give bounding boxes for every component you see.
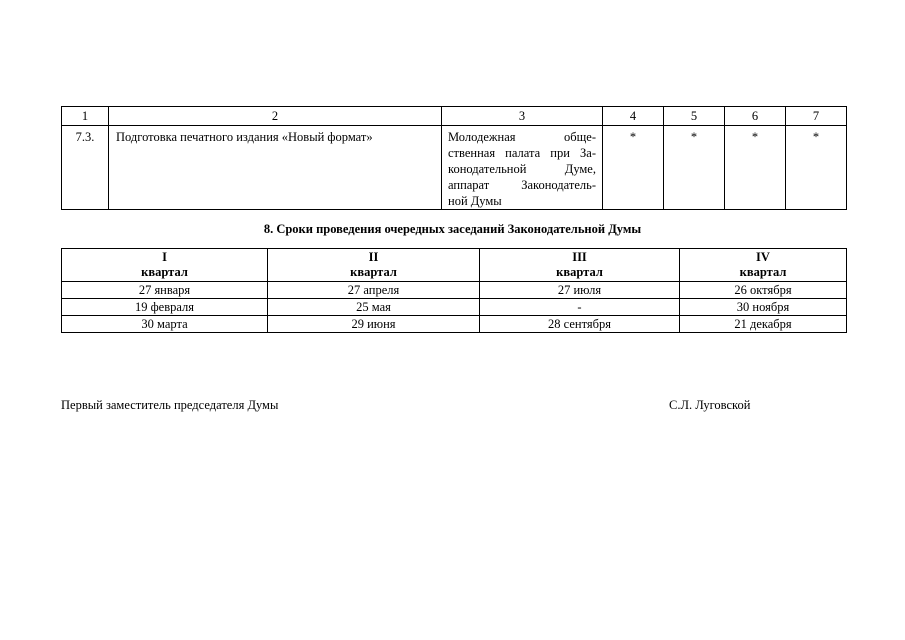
quarter-mark: * <box>664 126 725 210</box>
quarter-mark: * <box>725 126 786 210</box>
quarter-label: квартал <box>141 265 188 279</box>
session-date: 25 мая <box>268 299 480 316</box>
section-title: 8. Сроки проведения очередных заседаний Законодательной Думы <box>263 222 642 236</box>
table-row <box>62 299 847 316</box>
session-date: 27 января <box>62 282 268 299</box>
responsible-line: аппарат Законодатель- <box>448 178 596 192</box>
quarter-header-row <box>62 249 847 282</box>
quarter-label: квартал <box>739 265 787 279</box>
quarter-numeral: III <box>572 250 587 264</box>
session-date: 28 сентября <box>480 316 680 333</box>
quarter-label: квартал <box>556 265 603 279</box>
signatory-name: С.Л. Луговской <box>669 398 751 412</box>
signatory-title: Первый заместитель председателя Думы <box>61 398 279 412</box>
responsible-line: конодательной Думе, <box>448 162 596 176</box>
column-header: 5 <box>664 107 725 126</box>
column-header: 2 <box>109 107 442 126</box>
table-row <box>62 316 847 333</box>
column-header: 7 <box>786 107 847 126</box>
quarter-mark: * <box>603 126 664 210</box>
session-date: 30 ноября <box>680 299 847 316</box>
quarter-numeral: IV <box>756 250 770 264</box>
quarter-header <box>62 249 268 282</box>
plan-table-header-row <box>62 107 847 126</box>
column-header: 3 <box>442 107 603 126</box>
column-header: 4 <box>603 107 664 126</box>
sessions-table <box>61 248 847 333</box>
quarter-header <box>680 249 847 282</box>
session-date: - <box>480 299 680 316</box>
session-date: 29 июня <box>268 316 480 333</box>
quarter-label: квартал <box>350 265 397 279</box>
table-row <box>62 126 847 210</box>
item-number: 7.3. <box>62 126 109 210</box>
table-row <box>62 282 847 299</box>
column-header: 6 <box>725 107 786 126</box>
quarter-header <box>480 249 680 282</box>
item-responsible <box>442 126 603 210</box>
session-date: 30 марта <box>62 316 268 333</box>
session-date: 21 декабря <box>680 316 847 333</box>
quarter-header <box>268 249 480 282</box>
quarter-numeral: II <box>368 250 379 264</box>
quarter-numeral: I <box>162 250 167 264</box>
session-date: 27 апреля <box>268 282 480 299</box>
plan-table <box>61 106 847 210</box>
item-name: Подготовка печатного издания «Новый формат» <box>109 126 442 210</box>
column-header: 1 <box>62 107 109 126</box>
session-date: 27 июля <box>480 282 680 299</box>
responsible-line: Молодежная обще- <box>448 130 596 144</box>
session-date: 26 октября <box>680 282 847 299</box>
responsible-line: ственная палата при За- <box>448 146 596 160</box>
session-date: 19 февраля <box>62 299 268 316</box>
responsible-line: ной Думы <box>448 194 502 208</box>
quarter-mark: * <box>786 126 847 210</box>
